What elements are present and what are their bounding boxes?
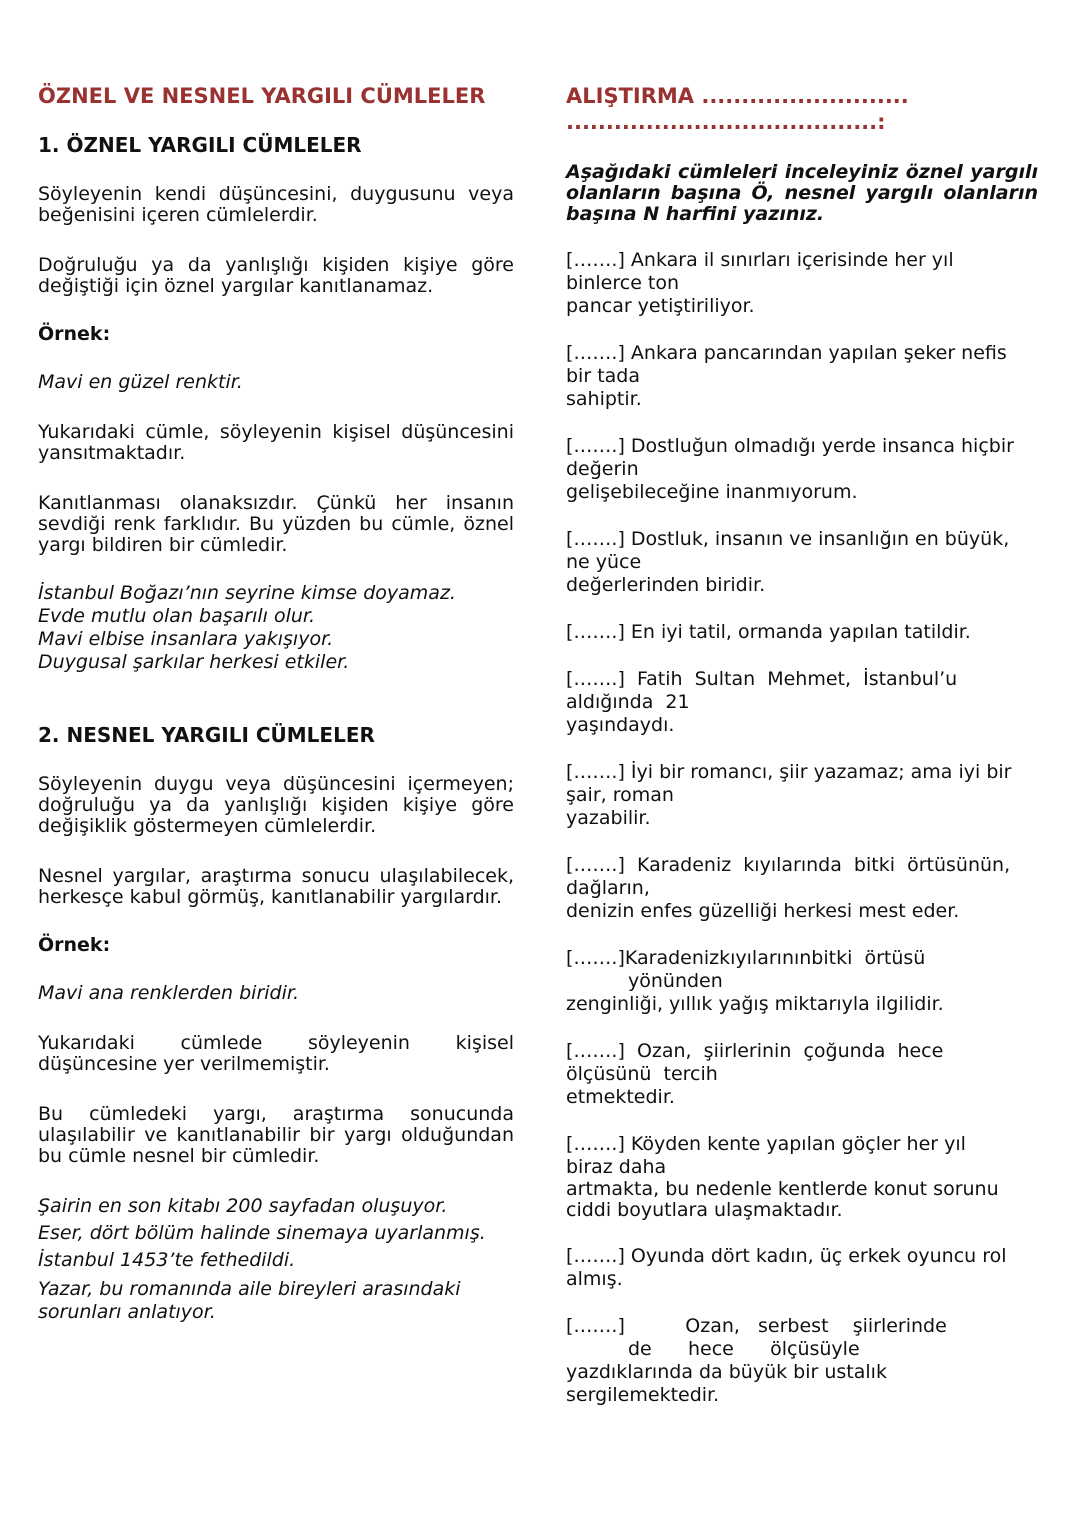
exercise-item <box>566 435 1038 504</box>
item-line: biraz daha <box>566 1156 667 1178</box>
item-line: yazdıklarında da büyük bir ustalık <box>566 1361 887 1383</box>
s2-example-list <box>38 1193 514 1324</box>
s2-definition: Söyleyenin duygu veya düşüncesini içermeyen; doğruluğu ya da yanlışlığı kişiden kişiye göre değişiklik göstermeyen cümlelerdir. <box>38 773 514 837</box>
item-line: […….] Dostluğun olmadığı yerde insanca hiçbir <box>566 435 1014 457</box>
item-line: […….] Ozan, serbest şiirlerinde <box>566 1315 947 1337</box>
exercise-instruction: Aşağıdaki cümleleri inceleyiniz öznel yargılı olanların başına Ö, nesnel yargılı olanların başına N harfini yazınız. <box>566 161 1038 225</box>
item-line: binlerce ton <box>566 272 680 294</box>
item-line: dağların, <box>566 877 650 899</box>
item-line: […….] Karadeniz kıyılarında bitki örtüsünün, <box>566 854 1011 876</box>
item-line: […….] En iyi tatil, ormanda yapılan tatildir. <box>566 621 971 643</box>
exercise-item <box>566 761 1038 830</box>
exercise-item <box>566 1245 1038 1291</box>
exercise-title-line-2: .......................................: <box>566 110 886 134</box>
item-line: şair, roman <box>566 784 674 806</box>
exercise-title-line-1: ALIŞTIRMA .......................... <box>566 84 909 108</box>
s2-example: Mavi ana renklerden biridir. <box>38 982 299 1004</box>
item-line: […….] Köyden kente yapılan göçler her yıl <box>566 1133 966 1155</box>
item-line: de hece ölçüsüyle <box>628 1338 860 1360</box>
s1-paragraph-3: Yukarıdaki cümle, söyleyenin kişisel düşüncesini yansıtmaktadır. <box>38 421 514 464</box>
item-line: […….] Oyunda dört kadın, üç erkek oyuncu rol <box>566 1245 1007 1267</box>
item-line: artmakta, bu nedenle kentlerde konut sorunu ciddi boyutlara ulaşmaktadır. <box>566 1178 999 1221</box>
exercise-item <box>566 668 1038 737</box>
s1-definition: Söyleyenin kendi düşüncesini, duygusunu veya beğenisini içeren cümlelerdir. <box>38 183 514 226</box>
page-title: ÖZNEL VE NESNEL YARGILI CÜMLELER <box>38 84 486 108</box>
s2-paragraph-2: Nesnel yargılar, araştırma sonucu ulaşılabilecek, herkesçe kabul görmüş, kanıtlanabilir yargılardır. <box>38 865 514 908</box>
item-line: aldığında 21 <box>566 691 690 713</box>
s2-paragraph-3: Yukarıdaki cümlede söyleyenin kişisel düşüncesine yer verilmemiştir. <box>38 1032 514 1075</box>
item-line: bir tada <box>566 365 640 387</box>
item-line: pancar yetiştiriliyor. <box>566 295 755 317</box>
item-line: […….] Fatih Sultan Mehmet, İstanbul’u <box>566 668 958 690</box>
exercise-item <box>566 854 1038 923</box>
right-column <box>566 82 1038 1407</box>
item-line: denizin enfes güzelliği herkesi mest eder. <box>566 900 960 922</box>
s1-example-label: Örnek: <box>38 323 111 345</box>
section-2-heading: 2. NESNEL YARGILI CÜMLELER <box>38 723 375 747</box>
exercise-item <box>566 947 1038 1016</box>
item-line: yönünden <box>628 970 723 992</box>
s1-paragraph-2: Doğruluğu ya da yanlışlığı kişiden kişiye göre değiştiği için öznel yargılar kanıtlanamaz. <box>38 254 514 297</box>
s2-example-item: İstanbul 1453’te fethedildi. <box>38 1249 296 1271</box>
exercise-item <box>566 249 1038 318</box>
s2-example-item: Yazar, bu romanında aile bireyleri arasındaki sorunları anlatıyor. <box>38 1278 461 1323</box>
item-line: sergilemektedir. <box>566 1384 720 1406</box>
s2-example-item: Eser, dört bölüm halinde sinemaya uyarlanmış. <box>38 1222 486 1244</box>
s1-example: Mavi en güzel renktir. <box>38 371 243 393</box>
exercise-item <box>566 621 1038 644</box>
s1-example-item: Evde mutlu olan başarılı olur. <box>38 605 316 627</box>
item-line: ne yüce <box>566 551 642 573</box>
left-column <box>38 82 514 1324</box>
item-line: […….] Ozan, şiirlerinin çoğunda hece <box>566 1040 944 1062</box>
s1-paragraph-3a <box>38 422 514 464</box>
s1-example-item: Mavi elbise insanlara yakışıyor. <box>38 628 334 650</box>
exercise-item <box>566 342 1038 411</box>
item-line: […….] Ankara il sınırları içerisinde her yıl <box>566 249 954 271</box>
exercise-item <box>566 1040 1038 1109</box>
item-line: […….] İyi bir romancı, şiir yazamaz; ama iyi bir <box>566 761 1012 783</box>
item-line: almış. <box>566 1268 623 1290</box>
item-line: zenginliği, yıllık yağış miktarıyla ilgilidir. <box>566 993 944 1015</box>
item-line: gelişebileceğine inanmıyorum. <box>566 481 858 503</box>
s1-paragraph-4: Kanıtlanması olanaksızdır. Çünkü her insanın sevdiği renk farklıdır. Bu yüzden bu cümle, öznel yargı bildiren bir cümledir. <box>38 492 514 556</box>
item-line: yazabilir. <box>566 807 651 829</box>
item-line: değerlerinden biridir. <box>566 574 766 596</box>
item-line: […….] Dostluk, insanın ve insanlığın en büyük, <box>566 528 1010 550</box>
s2-example-item: Şairin en son kitabı 200 sayfadan oluşuyor. <box>38 1195 448 1217</box>
exercise-items <box>566 249 1038 1407</box>
item-line: etmektedir. <box>566 1086 675 1108</box>
s1-example-list <box>38 582 514 674</box>
s1-example-item: Duygusal şarkılar herkesi etkiler. <box>38 651 350 673</box>
exercise-item <box>566 1133 1038 1221</box>
s2-example-label: Örnek: <box>38 934 111 956</box>
section-1-heading: 1. ÖZNEL YARGILI CÜMLELER <box>38 133 362 157</box>
item-line: yaşındaydı. <box>566 714 675 736</box>
item-line: değerin <box>566 458 639 480</box>
item-line: […….]Karadenizkıyılarınınbitki örtüsü <box>566 947 926 969</box>
item-line: […….] Ankara pancarından yapılan şeker nefis <box>566 342 1007 364</box>
s1-example-item: İstanbul Boğazı’nın seyrine kimse doyamaz. <box>38 582 456 604</box>
exercise-item <box>566 1315 1038 1407</box>
exercise-item <box>566 528 1038 597</box>
item-line: sahiptir. <box>566 388 642 410</box>
s2-paragraph-4: Bu cümledeki yargı, araştırma sonucunda ulaşılabilir ve kanıtlanabilir bir yargı olduğundan bu cümle nesnel bir cümledir. <box>38 1103 514 1167</box>
item-line: ölçüsünü tercih <box>566 1063 718 1085</box>
